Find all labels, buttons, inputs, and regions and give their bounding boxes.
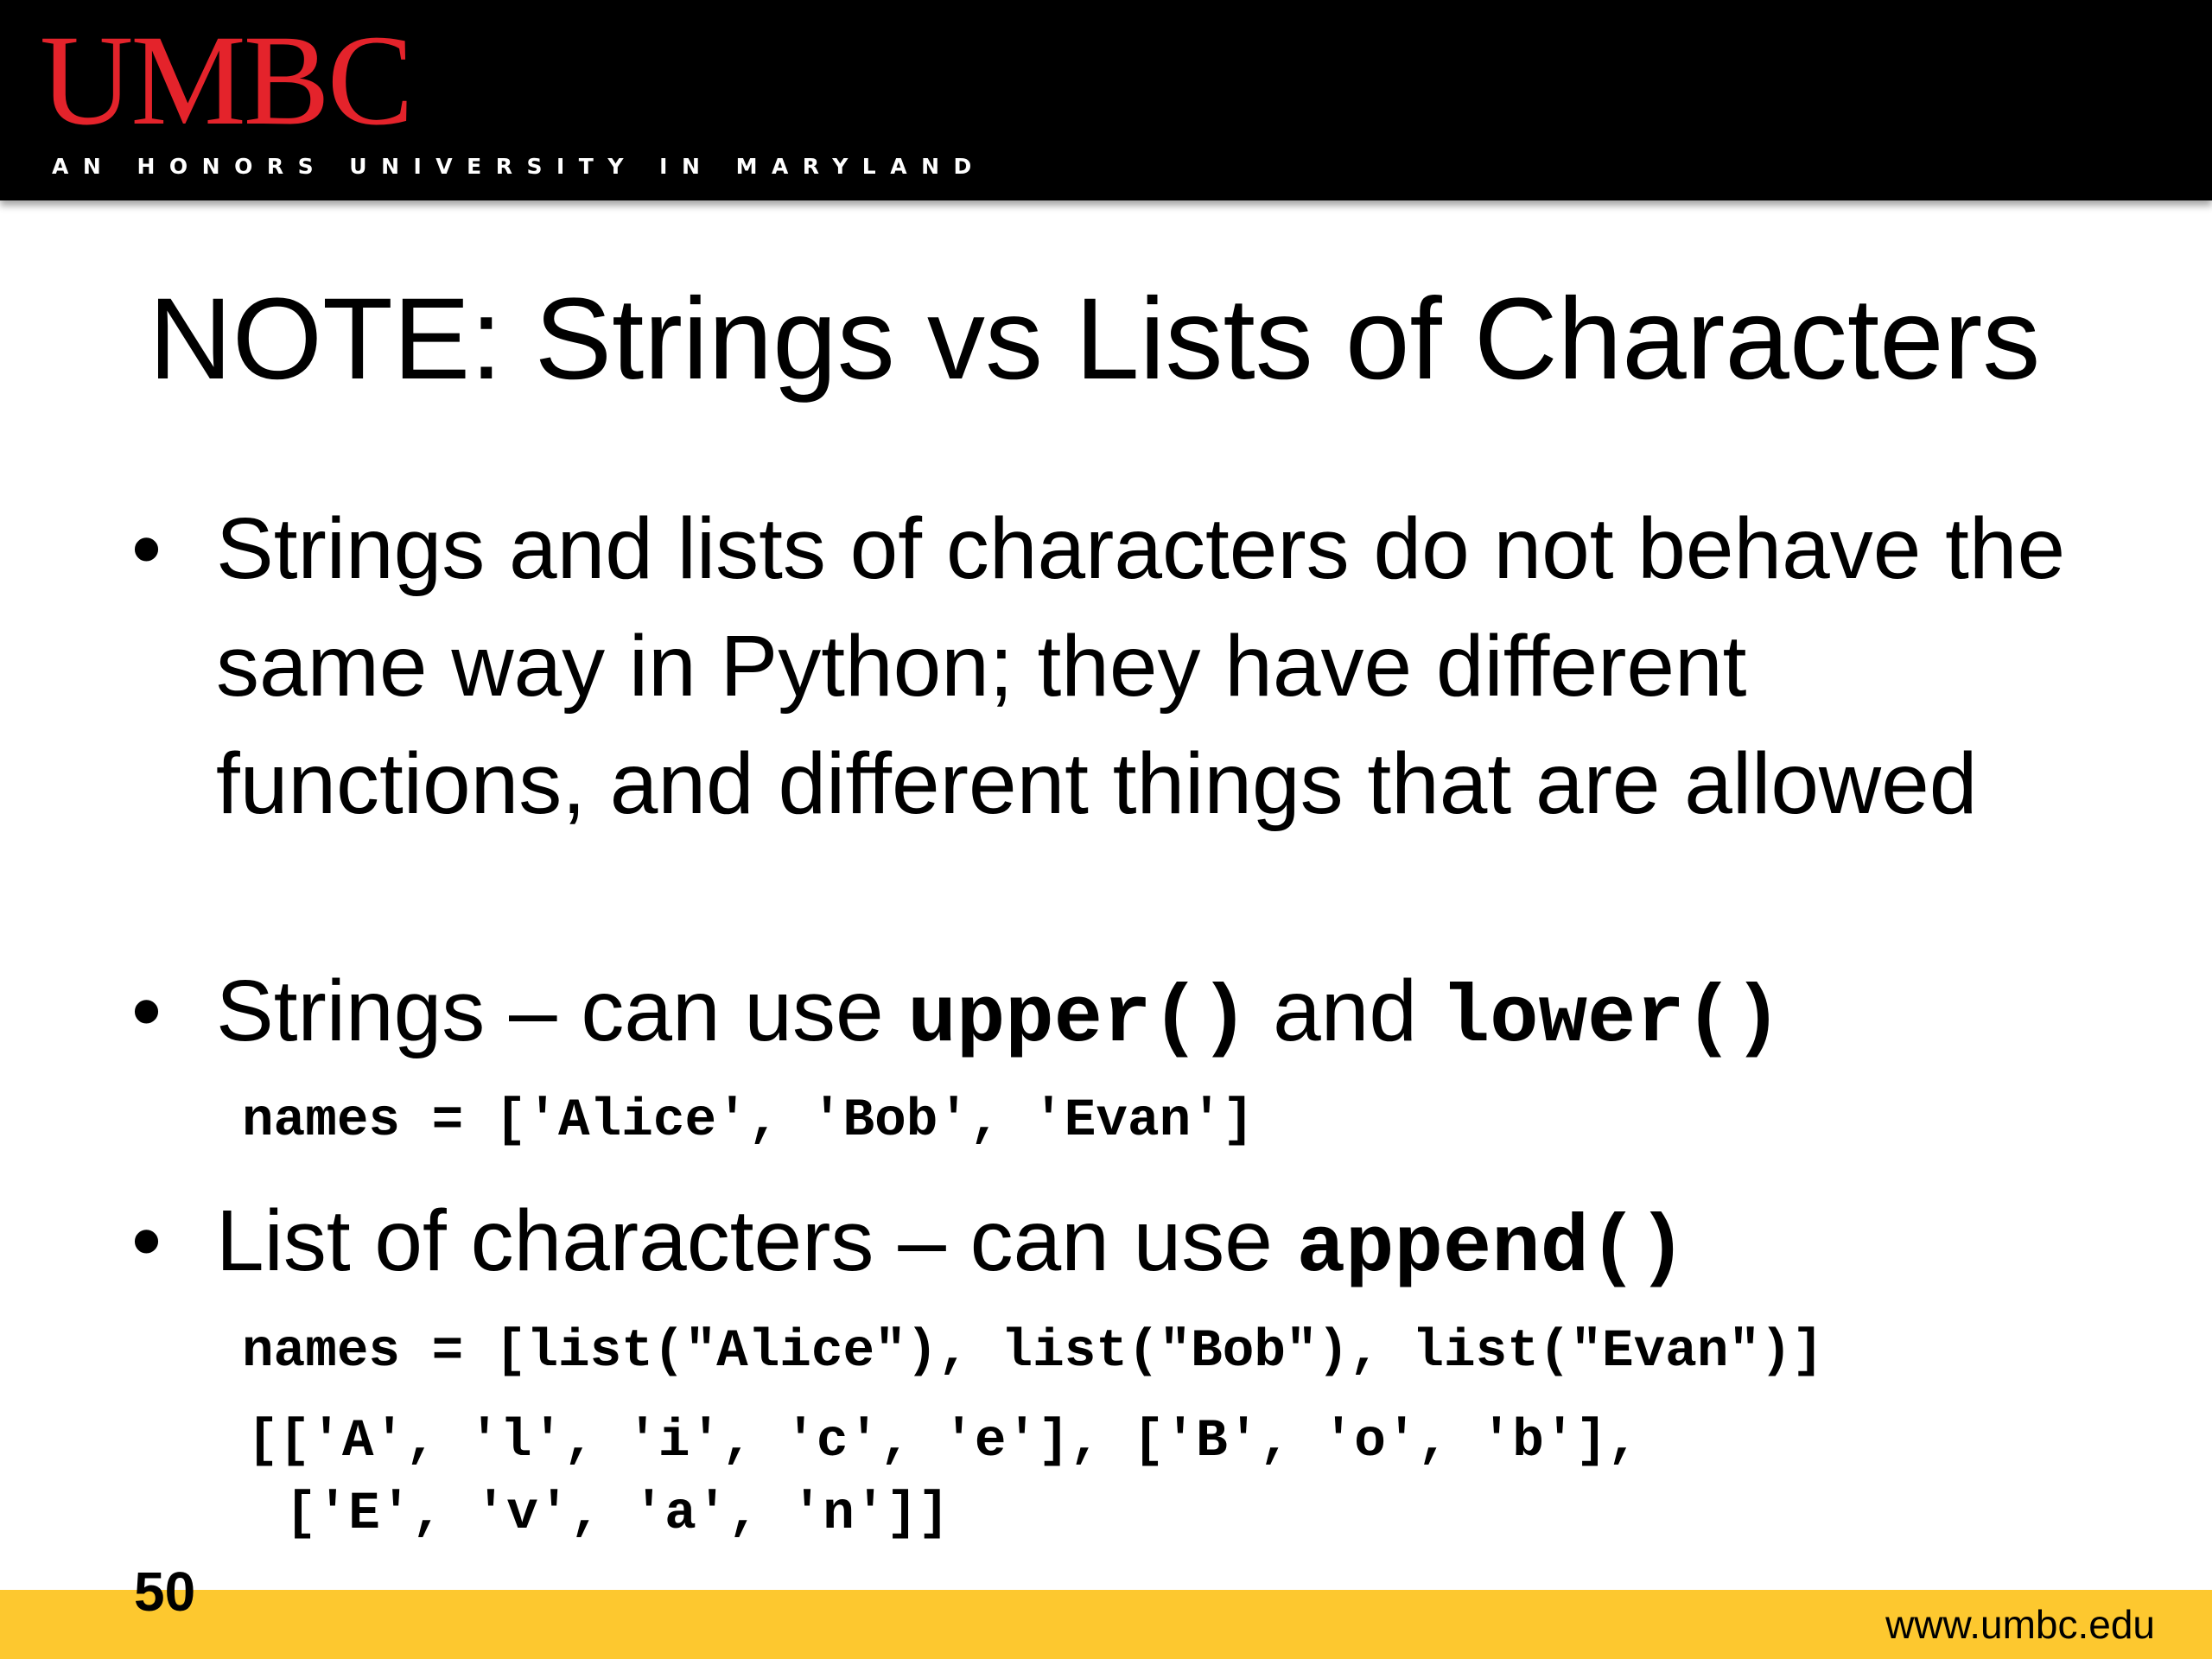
footer-bar: [0, 1590, 2212, 1659]
code-result-line-1: [['A', 'l', 'i', 'c', 'e'], ['B', 'o', 'b'],: [247, 1412, 1639, 1471]
bullet-strings-vs-lists: [131, 490, 2065, 842]
code-result-line-2: ['E', 'v', 'a', 'n']]: [285, 1484, 950, 1544]
code-strings-example: names = ['Alice', 'Bob', 'Evan']: [242, 1091, 1255, 1151]
page-number: 50: [134, 1560, 196, 1623]
umbc-logo: UMBC: [40, 9, 411, 152]
bullet-prefix: List of characters – can use: [216, 1192, 1297, 1289]
code-upper: upper(): [907, 974, 1249, 1065]
code-append: append(): [1296, 1204, 1687, 1295]
bullet-middle: and: [1249, 963, 1441, 1059]
bullet-line: Strings and lists of characters do not behave the: [216, 500, 2066, 597]
footer-url[interactable]: www.umbc.edu: [1885, 1602, 2155, 1647]
bullet-prefix: Strings – can use: [216, 963, 908, 1059]
bullet-strings-methods: [131, 952, 1783, 1078]
bullet-line: same way in Python; they have different: [216, 618, 1747, 715]
bullet-dot-icon: •: [131, 1192, 162, 1289]
bullet-text: [216, 1182, 1687, 1308]
tagline: AN HONORS UNIVERSITY IN MARYLAND: [52, 154, 986, 179]
bullet-list-methods: [131, 1182, 1687, 1308]
header-bar: [0, 0, 2212, 200]
code-lower: lower(): [1440, 974, 1783, 1065]
bullet-text: [216, 952, 1783, 1078]
slide-title: NOTE: Strings vs Lists of Characters: [149, 275, 2041, 404]
code-list-example: names = [list("Alice"), list("Bob"), list("Evan")]: [242, 1322, 1824, 1382]
bullet-line: functions, and different things that are allowed: [216, 735, 1978, 832]
bullet-dot-icon: •: [131, 500, 162, 597]
bullet-dot-icon: •: [131, 963, 162, 1059]
